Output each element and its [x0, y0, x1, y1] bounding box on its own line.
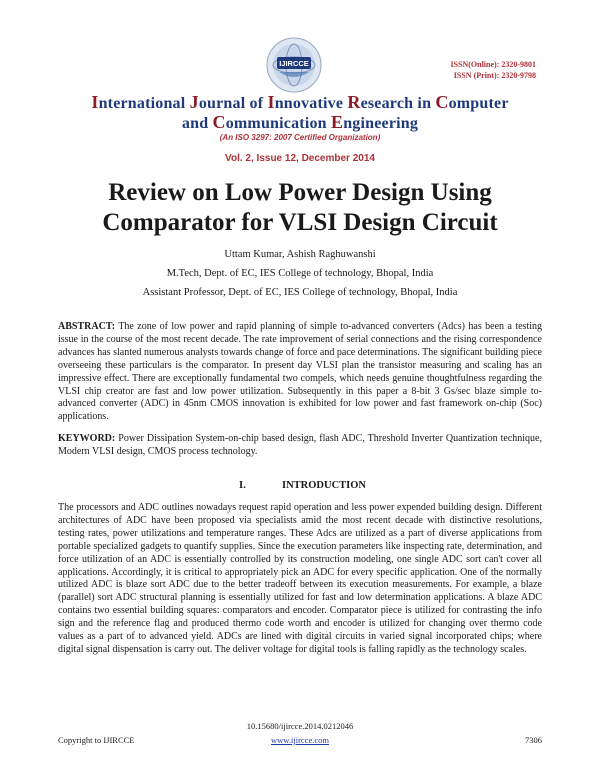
- issn-print: ISSN (Print): 2320-9798: [453, 71, 536, 80]
- section-number: I.: [239, 480, 246, 491]
- logo-text: IJIRCCE: [279, 59, 309, 68]
- certification-note: (An ISO 3297: 2007 Certified Organization): [219, 133, 381, 142]
- footer-website-link[interactable]: www.ijircce.com: [271, 735, 329, 745]
- journal-title-line2: and Communication Engineering: [181, 112, 419, 132]
- abstract-text: The zone of low power and rapid planning of simple to-advanced converters (Adcs) has been a testing issue in the course of the most recent decade. The rate improvement of serial connections and the rising correspondence advances has slanted numerous analysts towards change of force and pace determinations. The significant building piece overseeing these particulars is the comparator. In present day VLSI plan the transistor measuring and scaling has an impressive effect. There are exceptionally fundamental two compels, which needs genuine thoughtfulness regarding the VLSI chip creator are fast and low power utilization. Subsequently in this paper a 8-bit 3 Gs/sec blaze simple to-advanced converter (ADC) in 45nm CMOS innovation is exhibited for low power and fast framework on-chip (Soc) applications.: [58, 321, 543, 423]
- footer-doi: 10.15680/ijircce.2014.0212046: [246, 721, 354, 731]
- section-title: INTRODUCTION: [282, 480, 367, 491]
- issn-online: ISSN(Online): 2320-9801: [450, 60, 536, 69]
- keyword-label: KEYWORD:: [58, 433, 116, 444]
- paper-title-line1: Review on Low Power Design Using: [108, 179, 492, 206]
- paper-title-line2: Comparator for VLSI Design Circuit: [102, 209, 498, 236]
- footer-page-number: 7306: [525, 735, 542, 745]
- journal-logo: [265, 36, 323, 94]
- abstract: [58, 321, 542, 424]
- abstract-label: ABSTRACT:: [58, 321, 116, 332]
- journal-title-line1: International Journal of Innovative Research in Computer: [91, 92, 509, 112]
- introduction-body: The processors and ADC outlines nowadays request rapid operation and less power expended building design. Different architectures of ADC have been proposed via specialists amid the most recent decade with distinctive resolutions, testing rates, power utilizations and temperature ranges. These Adcs are utilized as a part of diverse applications from portable specialized gadgets to quantify supplies. Since the execution parameters like inspecting rate, determination, and force utilization of an ADC is essentially controlled by its construction modeling, one single ADC sort can't cover all applications. Accordingly, it is critical to appropriately pick an ADC for every specific application. One of the normally utilized ADC is blaze sort ADC due to the better tradeoff between its execution measurements. For example, a blaze (parallel) sort ADC structural planning is essentially utilized for fast and low determination applications. A blaze ADC contains two essential building squares: comparators and encoder. Comparator piece is utilized for contrasting the info sign and the reference flag and produced thermo code worth and encoder is utilized for changing over thermo code values as a part of to advanced yield. ADCs are lined with digital circuits in varied signal incorporated chips; where digital signal dispensation is carry out. The deliver voltage for digital tools is falling rapidly as the technology scales.: [58, 502, 542, 655]
- authors: Uttam Kumar, Ashish Raghuwanshi: [224, 249, 376, 260]
- keywords: [58, 433, 542, 459]
- keyword-text: Power Dissipation System-on-chip based design, flash ADC, Threshold Inverter Quantization technique, Modern VLSI design, CMOS process technology.: [58, 433, 542, 457]
- affiliation-2: Assistant Professor, Dept. of EC, IES College of technology, Bhopal, India: [142, 287, 458, 298]
- affiliation-1: M.Tech, Dept. of EC, IES College of technology, Bhopal, India: [166, 268, 434, 279]
- volume-issue: Vol. 2, Issue 12, December 2014: [225, 153, 375, 164]
- footer-copyright: Copyright to IJIRCCE: [58, 735, 135, 745]
